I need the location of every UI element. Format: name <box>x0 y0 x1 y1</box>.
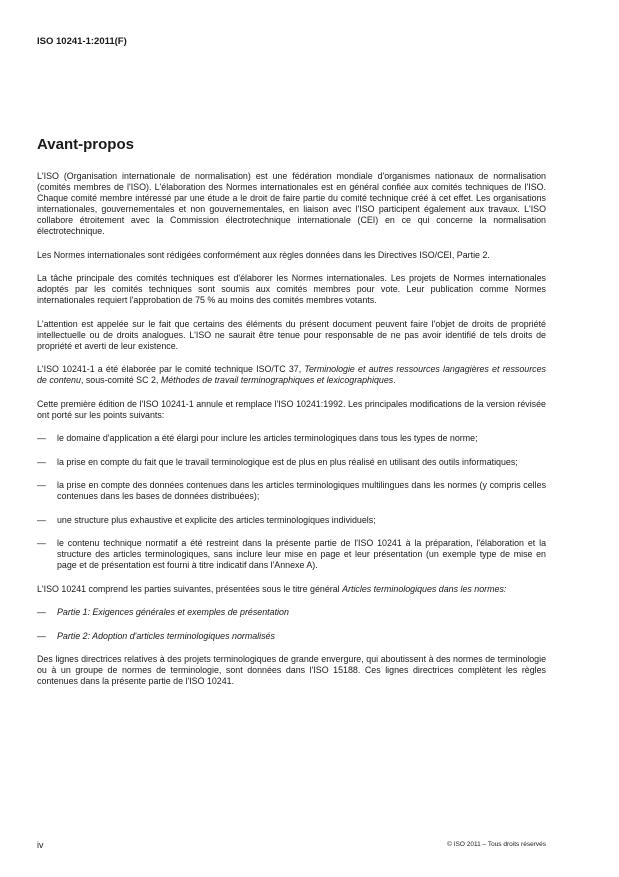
list-item <box>37 538 546 571</box>
text: L'ISO 10241-1 a été élaborée par le comité technique ISO/TC 37, <box>37 364 305 374</box>
list-item <box>37 480 546 502</box>
paragraph <box>37 364 546 386</box>
general-title: Articles terminologiques dans les normes: <box>342 583 507 594</box>
list-item-text: la prise en compte des données contenues dans les articles terminologiques multilingues dans les normes (y compris celles contenues dans les bases de données distribuées); <box>57 480 546 501</box>
list-item-text: une structure plus exhaustive et explicite des articles terminologiques individuels; <box>57 514 376 525</box>
section-title: Avant-propos <box>37 136 134 153</box>
list-item <box>37 515 546 526</box>
dash-bullet: — <box>37 456 46 467</box>
document-body <box>37 171 546 700</box>
part-title: Partie 2: Adoption d'articles terminologiques normalisés <box>57 630 275 641</box>
text: , sous-comité SC 2, <box>80 375 161 385</box>
paragraph: La tâche principale des comités techniques est d'élaborer les Normes internationales. Les projets de Normes internationales adoptés par les comités techniques sont soumis aux comités membres pour vote. Leur publication comme Normes internationales requiert l'approbation de 75 % au moins des comités membres votants. <box>37 273 546 305</box>
list-item-text: le contenu technique normatif a été restreint dans la présente partie de l'ISO 10241 à la préparation, l'élaboration et la structure des articles terminologiques, sans inclure leur mise en page et leur présentation (un exemple type de mise en page et de présentation est fourni à titre indicatif dans l'Annexe A). <box>57 538 546 570</box>
paragraph: Les Normes internationales sont rédigées conformément aux règles données dans les Directives ISO/CEI, Partie 2. <box>37 249 490 260</box>
list-item <box>37 631 546 642</box>
committee-title: Terminologie et autres ressources langagières et ressources de contenu <box>37 364 546 385</box>
document-header: ISO 10241-1:2011(F) <box>37 36 127 47</box>
text: . <box>393 375 396 385</box>
paragraph <box>37 584 546 595</box>
paragraph: Cette première édition de l'ISO 10241-1 annule et remplace l'ISO 10241:1992. Les principales modifications de la version révisée ont porté sur les points suivants: <box>37 398 546 420</box>
list-item <box>37 607 546 618</box>
dash-bullet: — <box>37 630 46 641</box>
part-title: Partie 1: Exigences générales et exemples de présentation <box>57 607 289 617</box>
list-item-text: le domaine d'application a été élargi pour inclure les articles terminologiques dans tous les types de norme; <box>57 433 478 443</box>
dash-bullet: — <box>37 514 46 525</box>
list-item-text: la prise en compte du fait que le travail terminologique est de plus en plus réalisé en utilisant des outils informatiques; <box>57 456 518 467</box>
copyright-notice: © ISO 2011 – Tous droits réservés <box>447 841 546 848</box>
dash-bullet: — <box>37 607 46 617</box>
dash-bullet: — <box>37 433 46 443</box>
text: L'ISO 10241 comprend les parties suivantes, présentées sous le titre général <box>37 583 343 594</box>
paragraph: Des lignes directrices relatives à des projets terminologiques de grande envergure, qui aboutissent à des normes de terminologie ou à un groupe de normes de terminologie, sont données dans l'ISO 15188. Ces lignes directrices complètent les règles contenues dans la présente partie de l'ISO 10241. <box>37 654 546 686</box>
list-item <box>37 433 546 444</box>
subcommittee-title: Méthodes de travail terminographiques et lexicographiques <box>160 375 394 385</box>
dash-bullet: — <box>37 480 46 490</box>
paragraph: L'attention est appelée sur le fait que certains des éléments du présent document peuvent faire l'objet de droits de propriété intellectuelle ou de droits analogues. L'ISO ne saurait être tenue pour responsable de ne pas avoir identifié de tels droits de propriété et averti de leur existence. <box>37 318 546 351</box>
dash-bullet: — <box>37 538 46 548</box>
list-item <box>37 457 546 468</box>
page-number: iv <box>37 840 44 850</box>
paragraph: L'ISO (Organisation internationale de normalisation) est une fédération mondiale d'organismes nationaux de normalisation (comités membres de l'ISO). L'élaboration des Normes internationales est en général confiée aux comités techniques de l'ISO. Chaque comité membre intéressé par une étude a le droit de faire partie du comité technique créé à cet effet. Les organisations internationales, gouvernementales et non gouvernementales, en liaison avec l'ISO participent également aux travaux. L'ISO collabore étroitement avec la Commission électrotechnique internationale (CEI) en ce qui concerne la normalisation électrotechnique. <box>37 171 546 236</box>
